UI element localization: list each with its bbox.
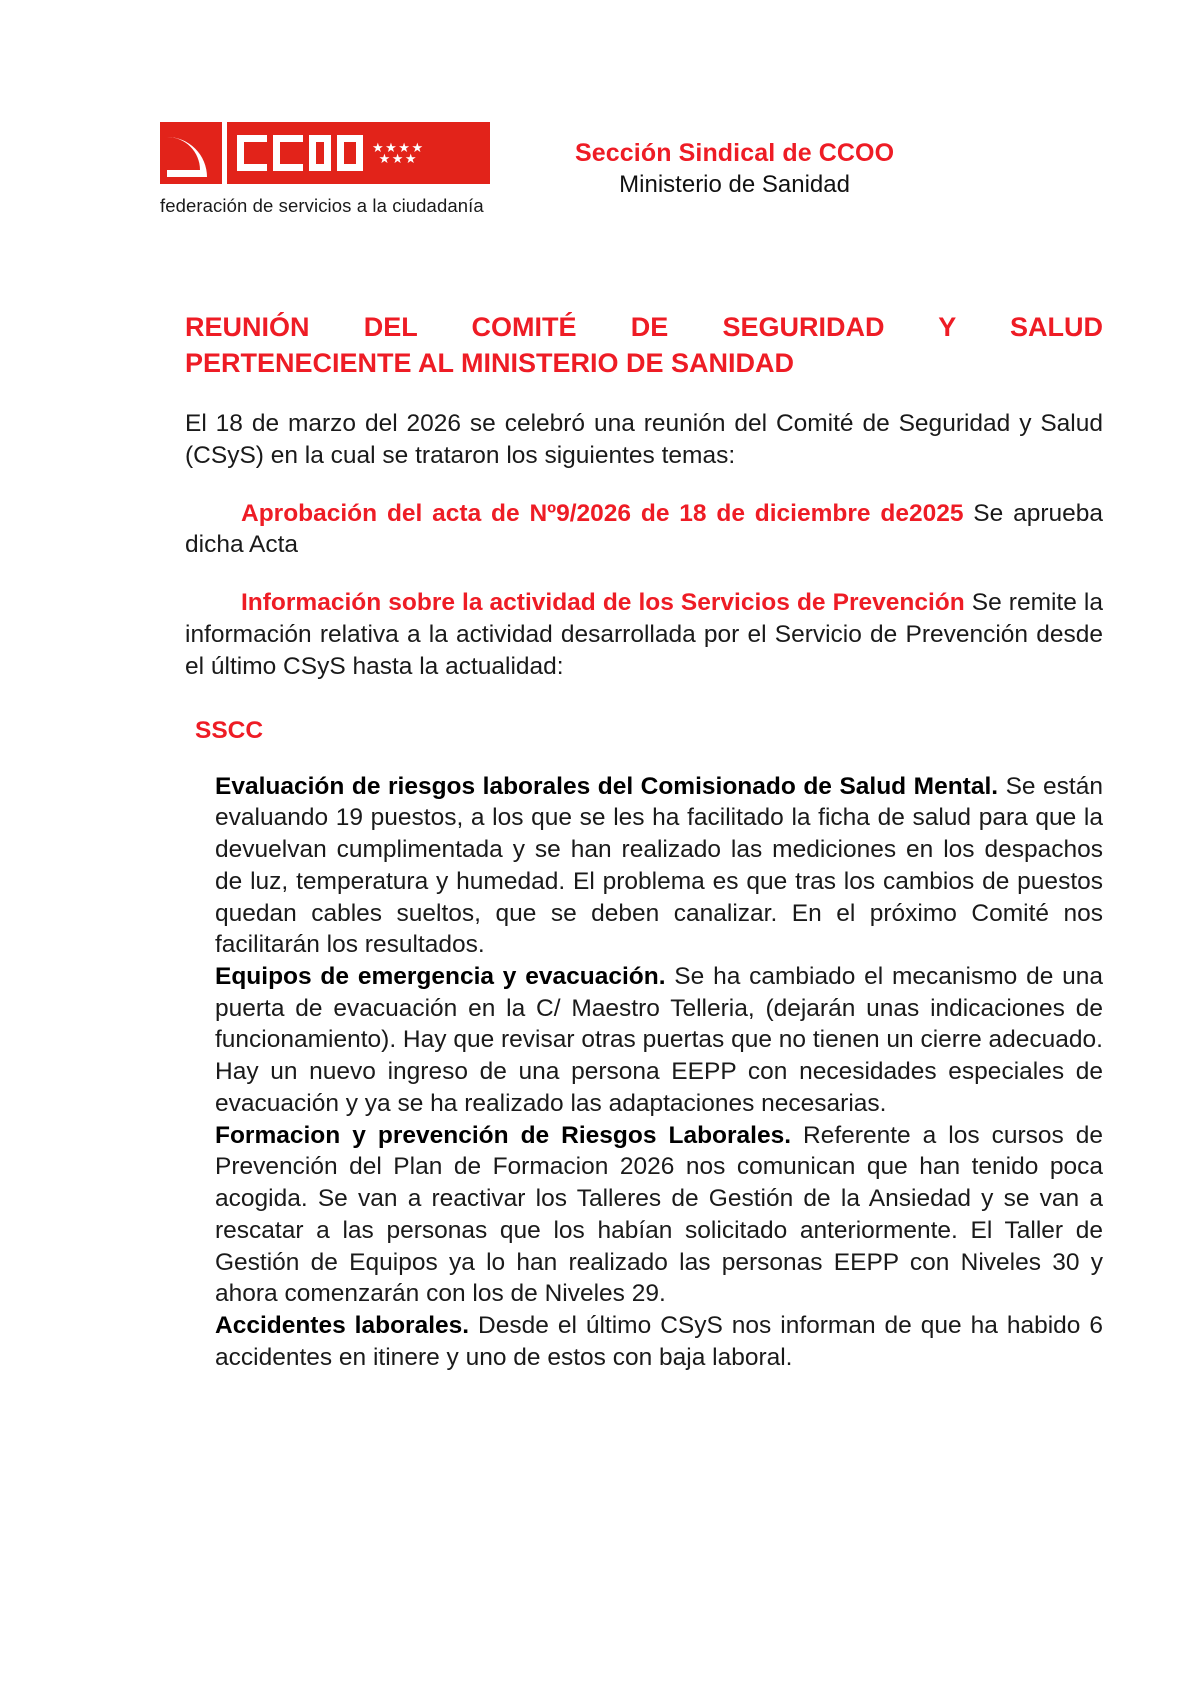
page-title-line-1: REUNIÓN DEL COMITÉ DE SEGURIDAD Y SALUD — [185, 312, 1103, 342]
block-0 — [215, 771, 1103, 961]
page-title — [185, 310, 1103, 382]
logo-tagline: federación de servicios a la ciudadanía — [160, 195, 484, 216]
letter-c-2-icon — [273, 135, 303, 171]
stars-top: ★★★★ — [372, 139, 425, 155]
logo-row — [160, 122, 490, 184]
letter-o-2-icon — [337, 135, 363, 171]
block-3-heading: Formacion y prevención de Riesgos Laborales. — [215, 1121, 792, 1149]
item-2-body: Se remite la información relativa a la actividad desarrollada por el Servicio de Prevención desde el último CSyS hasta la actualidad: — [185, 589, 1103, 680]
block-1-body: Se ha cambiado el mecanismo de una puerta de evacuación en la C/ Maestro Telleria, (dejarán unas indicaciones de funcionamiento). Hay que revisar otras puertas que no tienen un cierre adecuado. — [215, 963, 1103, 1054]
sscc-blocks — [215, 771, 1103, 1374]
organization-subtitle: Ministerio de Sanidad — [619, 171, 850, 198]
block-4-heading: Accidentes laborales. — [215, 1311, 470, 1339]
block-0-heading: Evaluación de riesgos laborales del Comisionado de Salud Mental. — [215, 772, 999, 800]
section-label-sscc: SSCC — [195, 716, 264, 744]
header-title-block — [575, 122, 894, 199]
block-2 — [215, 1056, 1103, 1119]
item-2-heading: Información sobre la actividad de los Servicios de Prevención — [241, 589, 965, 617]
block-4 — [215, 1310, 1103, 1373]
stars-bottom: ★★★ — [378, 151, 419, 166]
block-3 — [215, 1120, 1103, 1310]
item-2-paragraph — [185, 587, 1103, 683]
block-1 — [215, 961, 1103, 1056]
item-1-heading: Aprobación del acta de Nº9/2026 de 18 de diciembre de2025 — [241, 499, 964, 527]
item-1-body: Se aprueba dicha Acta — [185, 499, 1103, 559]
block-3-body: Referente a los cursos de Prevención del Plan de Formacion 2026 nos comunican que han tenido poca acogida. Se van a reactivar los Talleres de Gestión de la Ansiedad y se van a rescatar a las personas que los habían solicitado anteriormente. El Taller de Gestión de Equipos ya lo han realizado las personas EEPP con Niveles 30 y ahora comenzarán con los de Niveles 29. — [215, 1121, 1103, 1308]
block-1-heading: Equipos de emergencia y evacuación. — [215, 963, 666, 991]
logo-wordmark-bar — [227, 122, 490, 184]
letter-o-1-icon — [309, 135, 331, 171]
document-header — [0, 0, 1200, 217]
page-title-line-2: PERTENECIENTE AL MINISTERIO DE SANIDAD — [185, 347, 795, 378]
madrid-stars-icon — [372, 139, 425, 166]
ccoo-mark-icon — [160, 122, 222, 184]
item-1-paragraph — [185, 498, 1103, 562]
block-0-body: Se están evaluando 19 puestos, a los que se les ha facilitado la ficha de salud para que la devuelvan cumplimentada y se han realizado las mediciones en los despachos de luz, temperatura y humedad. El problema es que tras los cambios de puestos quedan cables sueltos, que se deben canalizar. En el próximo Comité nos facilitarán los resultados. — [215, 772, 1103, 959]
block-4-body: Desde el último CSyS nos informan de que ha habido 6 accidentes en itinere y uno de estos con baja laboral. — [215, 1311, 1103, 1371]
ccoo-wordmark-glyphs — [237, 135, 363, 171]
block-2-body: Hay un nuevo ingreso de una persona EEPP con necesidades especiales de evacuación y ya se ha realizado las adaptaciones necesarias. — [215, 1058, 1103, 1117]
organization-title: Sección Sindical de CCOO — [575, 139, 895, 167]
intro-paragraph: El 18 de marzo del 2026 se celebró una reunión del Comité de Seguridad y Salud (CSyS) en la cual se trataron los siguientes temas: — [185, 409, 1103, 469]
letter-c-1-icon — [237, 135, 267, 171]
ccoo-logo — [160, 122, 490, 217]
document-content — [97, 310, 1103, 1373]
